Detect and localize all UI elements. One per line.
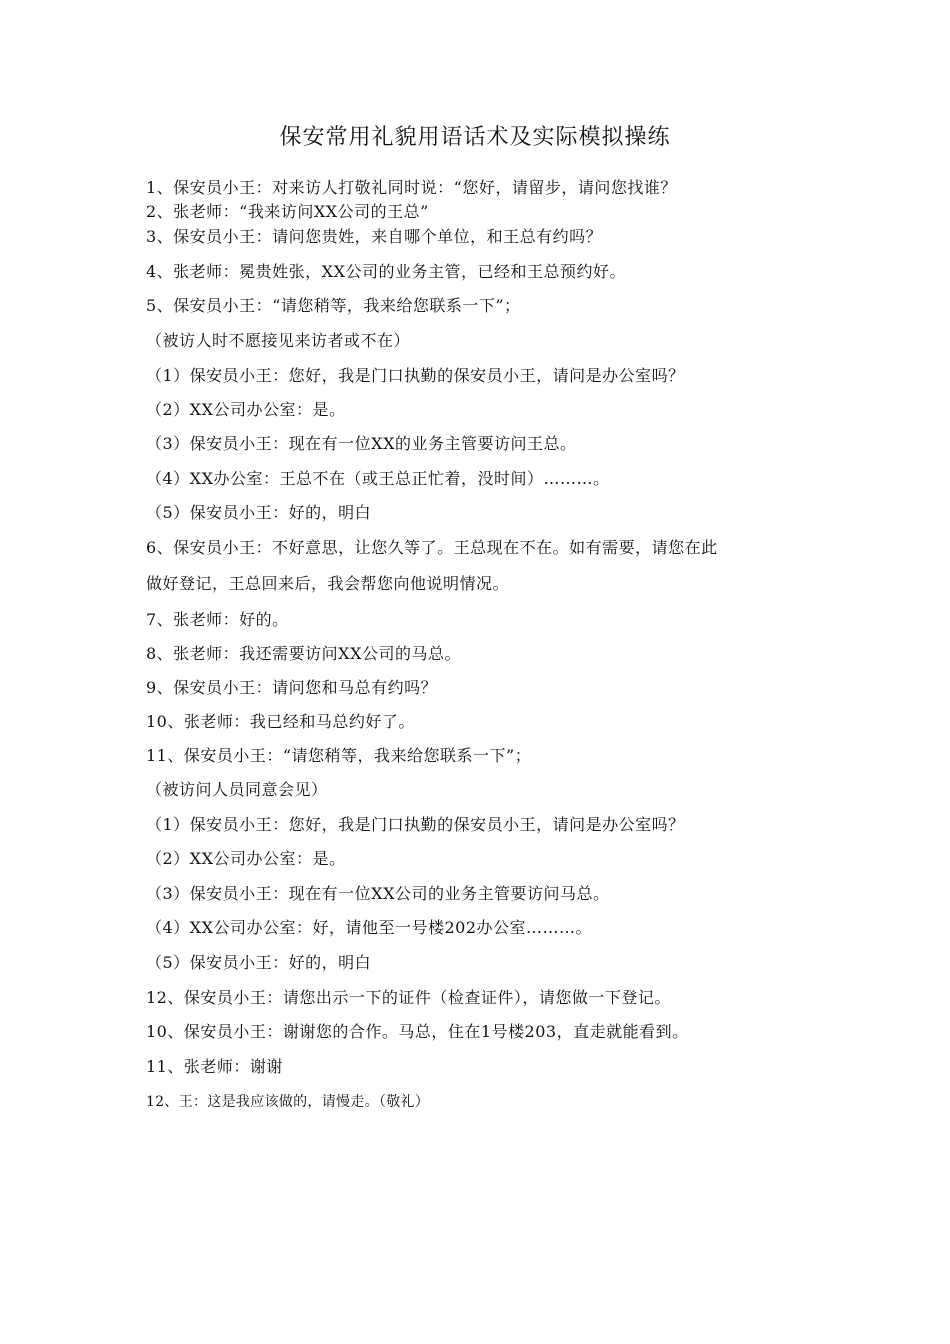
dialogue-note: （被访人时不愿接见来访者或不在） [146, 331, 411, 350]
dialogue-line: （3）保安员小王：现在有一位XX的业务主管要访问王总。 [146, 434, 577, 453]
dialogue-note: （被访问人员同意会见） [146, 780, 328, 799]
dialogue-line: 1、保安员小王：对来访人打敬礼同时说：“您好，请留步，请问您找谁？ [146, 178, 677, 197]
dialogue-line: （3）保安员小王：现在有一位XX公司的业务主管要访问马总。 [146, 884, 610, 903]
dialogue-line: 6、保安员小王：不好意思，让您久等了。王总现在不在。如有需要，请您在此 [146, 538, 718, 557]
dialogue-line: 10、张老师：我已经和马总约好了。 [146, 712, 415, 731]
dialogue-line: （5）保安员小王：好的，明白 [146, 953, 372, 972]
dialogue-line: 3、保安员小王：请问您贵姓，来自哪个单位，和王总有约吗？ [146, 227, 603, 246]
dialogue-line: （4）XX办公室：王总不在（或王总正忙着，没时间）………。 [146, 469, 610, 488]
dialogue-line: 4、张老师：冕贵姓张，XX公司的业务主管，已经和王总预约好。 [146, 262, 626, 281]
dialogue-line: （1）保安员小王：您好，我是门口执勤的保安员小王，请问是办公室吗？ [146, 815, 685, 834]
dialogue-line: 5、保安员小王：“请您稍等，我来给您联系一下”； [146, 296, 521, 315]
dialogue-line: 12、王：这是我应该做的，请慢走。（敬礼） [146, 1094, 430, 1110]
dialogue-line: （5）保安员小王：好的，明白 [146, 503, 372, 522]
dialogue-line: 8、张老师：我还需要访问XX公司的马总。 [146, 644, 461, 663]
dialogue-line: （1）保安员小王：您好，我是门口执勤的保安员小王，请问是办公室吗？ [146, 366, 685, 385]
dialogue-line: 11、张老师：谢谢 [146, 1057, 283, 1076]
dialogue-line: 11、保安员小王：“请您稍等，我来给您联系一下”； [146, 746, 532, 765]
dialogue-line: 做好登记，王总回来后，我会帮您向他说明情况。 [146, 574, 510, 593]
document-title: 保安常用礼貌用语话术及实际模拟操练 [279, 125, 671, 150]
dialogue-line: （2）XX公司办公室：是。 [146, 849, 346, 868]
dialogue-line: 9、保安员小王：请问您和马总有约吗？ [146, 678, 438, 697]
dialogue-line: 2、张老师：“我来访问XX公司的王总” [146, 202, 429, 221]
dialogue-line: 12、保安员小王：请您出示一下的证件（检查证件），请您做一下登记。 [146, 988, 671, 1007]
dialogue-line: 10、保安员小王：谢谢您的合作。马总，住在1号楼203，直走就能看到。 [146, 1022, 689, 1041]
dialogue-line: （4）XX公司办公室：好，请他至一号楼202办公室………。 [146, 918, 593, 937]
dialogue-line: （2）XX公司办公室：是。 [146, 400, 346, 419]
dialogue-line: 7、张老师：好的。 [146, 610, 289, 629]
